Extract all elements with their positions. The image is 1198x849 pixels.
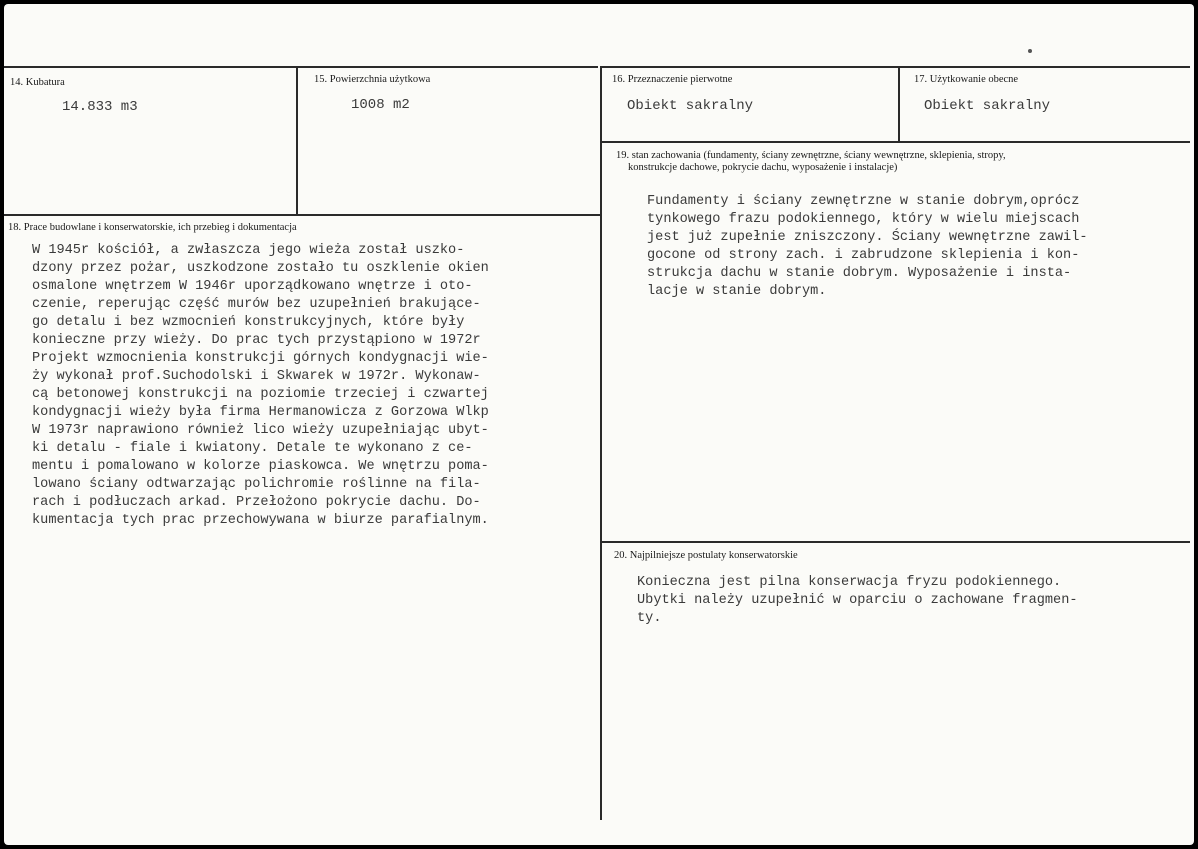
text-line: go detalu i bez wzmocnień konstrukcyjnych, które były bbox=[32, 315, 465, 330]
text-line: cą betonowej konstrukcji na poziomie trzeciej i czwartej bbox=[32, 387, 489, 402]
text-line: kondygnacji wieży była firma Hermanowicza z Gorzowa Wlkp bbox=[32, 405, 489, 420]
text-line: czenie, reperując część murów bez uzupełnień brakujące- bbox=[32, 297, 481, 312]
text-line: konieczne przy wieży. Do prac tych przystąpiono w 1972r bbox=[32, 333, 481, 348]
field-14-label: 14. Kubatura bbox=[10, 77, 65, 88]
text-line: lowano ściany odtwarzając polichromie roślinne na fila- bbox=[32, 477, 481, 492]
divider-row3-right bbox=[600, 541, 1190, 543]
divider-row2-right bbox=[600, 141, 1190, 143]
field-20-label: 20. Najpilniejsze postulaty konserwatorskie bbox=[614, 550, 798, 561]
text-line: ży wykonał prof.Suchodolski i Skwarek w 1972r. Wykonaw- bbox=[32, 369, 481, 384]
text-line: ty. bbox=[637, 611, 662, 626]
column-divider-15 bbox=[296, 66, 298, 214]
text-line: jest już zupełnie zniszczony. Ściany wewnętrzne zawil- bbox=[647, 230, 1088, 245]
text-line: kumentacja tych prac przechowywana w biurze parafialnym. bbox=[32, 513, 489, 528]
field-15-label: 15. Powierzchnia użytkowa bbox=[314, 74, 431, 85]
field-14-value: 14.833 m3 bbox=[62, 99, 138, 115]
top-divider-left bbox=[4, 66, 598, 68]
column-divider-17 bbox=[898, 66, 900, 142]
text-line: Projekt wzmocnienia konstrukcji górnych kondygnacji wie- bbox=[32, 351, 489, 366]
inventory-card bbox=[4, 4, 1194, 845]
field-16-label: 16. Przeznaczenie pierwotne bbox=[612, 74, 733, 85]
text-line: Fundamenty i ściany zewnętrzne w stanie dobrym,oprócz bbox=[647, 194, 1080, 209]
field-16-value: Obiekt sakralny bbox=[627, 98, 754, 114]
field-17-label: 17. Użytkowanie obecne bbox=[914, 74, 1019, 85]
text-line: tynkowego frazu podokiennego, który w wielu miejscach bbox=[647, 212, 1080, 227]
text-line: lacje w stanie dobrym. bbox=[647, 284, 827, 299]
text-line: rach i podłuczach arkad. Przełożono pokrycie dachu. Do- bbox=[32, 495, 481, 510]
top-divider-right bbox=[600, 66, 1190, 68]
text-line: Ubytki należy uzupełnić w oparciu o zachowane fragmen- bbox=[637, 593, 1078, 608]
text-line: Konieczna jest pilna konserwacja fryzu podokiennego. bbox=[637, 575, 1062, 590]
field-19-label-continued: konstrukcje dachowe, pokrycie dachu, wyposażenie i instalacje) bbox=[628, 162, 898, 173]
field-17-value: Obiekt sakralny bbox=[924, 98, 1051, 114]
text-line: dzony przez pożar, uszkodzone zostało tu oszklenie okien bbox=[32, 261, 489, 276]
text-line: gocone od strony zach. i zabrudzone sklepienia i kon- bbox=[647, 248, 1080, 263]
text-line: W 1945r kościół, a zwłaszcza jego wieża został uszko- bbox=[32, 243, 465, 258]
text-line: ki detalu - fiale i kwiatony. Detale te wykonano z ce- bbox=[32, 441, 473, 456]
text-line: strukcja dachu w stanie dobrym. Wyposażenie i insta- bbox=[647, 266, 1072, 281]
text-line: mentu i pomalowano w kolorze piaskowca. We wnętrzu poma- bbox=[32, 459, 489, 474]
field-15-value: 1008 m2 bbox=[351, 97, 410, 113]
field-19-label: 19. stan zachowania (fundamenty, ściany zewnętrzne, ściany wewnętrzne, sklepienia, stropy, bbox=[616, 150, 1006, 161]
text-line: W 1973r naprawiono również lico wieży uzupełniając ubyt- bbox=[32, 423, 489, 438]
field-18-label: 18. Prace budowlane i konserwatorskie, ich przebieg i dokumentacja bbox=[8, 222, 297, 233]
text-line: osmalone wnętrzem W 1946r uporządkowano wnętrze i oto- bbox=[32, 279, 473, 294]
ink-spot bbox=[1028, 49, 1032, 53]
divider-row2-left bbox=[4, 214, 600, 216]
column-divider-main bbox=[600, 66, 602, 820]
